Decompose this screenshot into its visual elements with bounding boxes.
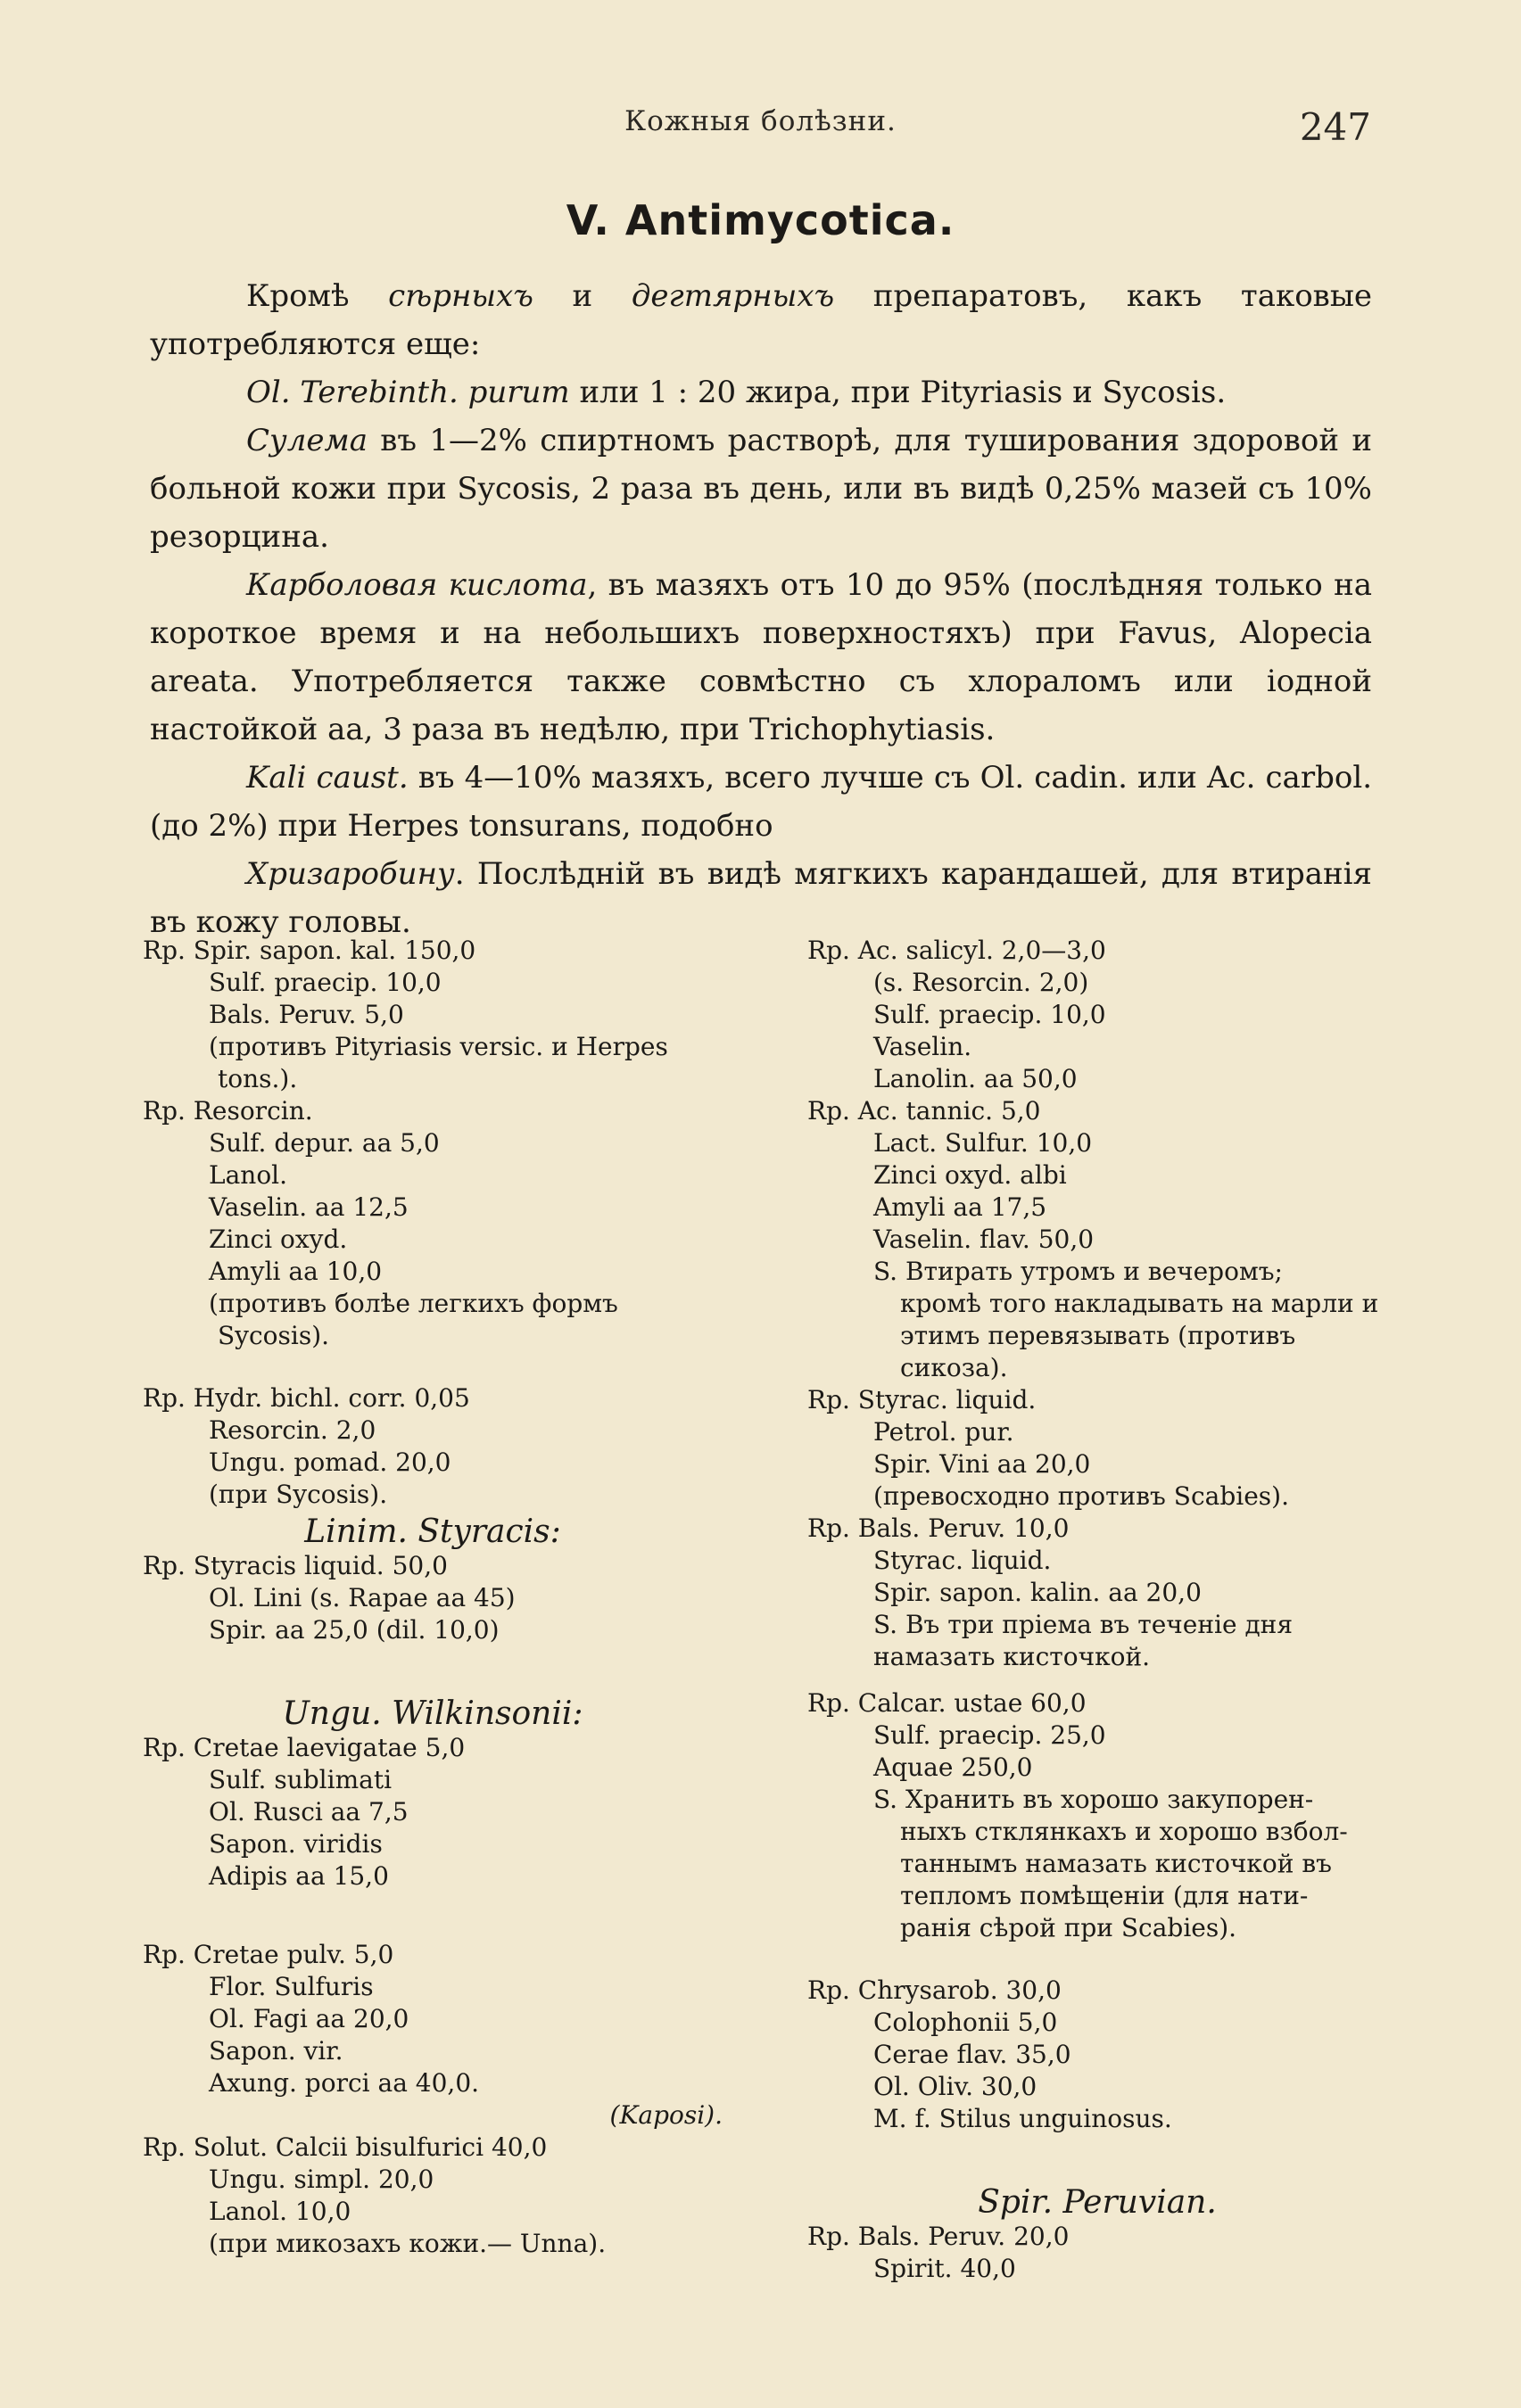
rx-signa: тепломъ помѣщеніи (для нати- [900, 1881, 1309, 1910]
rx-line: Sulf. depur. aa 5,0 [209, 1128, 440, 1158]
rx-line: Zinci oxyd. [209, 1225, 348, 1254]
rx-line: Amyli aa 17,5 [873, 1192, 1047, 1222]
rx-line: Bals. Peruv. 5,0 [209, 1000, 404, 1029]
prescription [143, 1732, 723, 1893]
prescription [143, 2132, 723, 2260]
prescription [807, 1513, 1387, 1673]
rx-line: Rp. Bals. Peruv. 20,0 [807, 2222, 1070, 2251]
rx-line: Rp. Resorcin. [143, 1096, 313, 1126]
rx-line: Rp. Bals. Peruv. 10,0 [807, 1513, 1070, 1543]
rx-note: (противъ Pityriasis versic. и Herpes [209, 1032, 668, 1061]
section-title: V. Antimycotica. [566, 196, 955, 244]
prescription [807, 2221, 1387, 2285]
rx-line: Rp. Cretae laevigatae 5,0 [143, 1733, 466, 1762]
spir-heading: Spir. Peruvian. [978, 2184, 1217, 2221]
rx-line: Spir. Vini aa 20,0 [873, 1449, 1091, 1479]
rx-signa: S. Въ три пріема въ теченіе дня [873, 1610, 1294, 1639]
rx-line: Ol. Rusci aa 7,5 [209, 1797, 409, 1827]
right-column [807, 935, 1387, 2285]
running-head: Кожныя болѣзни. [624, 105, 897, 137]
intro-text [150, 272, 1372, 946]
rx-line: Sulf. praecip. 10,0 [873, 1000, 1106, 1029]
rx-note: (при Sycosis). [209, 1480, 388, 1509]
linim-heading: Linim. Styracis: [304, 1513, 561, 1550]
intro-paragraph-5: Kali caust. въ 4—10% мазяхъ, всего лучше съ Ol. cadin. или Ac. carbol. (до 2%) при Herpes tonsurans, подобно [150, 760, 1372, 844]
prescription [143, 1939, 723, 2132]
rx-line: Axung. porci aa 40,0. [209, 2068, 480, 2098]
rx-signa: ранія сѣрой при Scabies). [900, 1913, 1237, 1942]
prescription [807, 1975, 1387, 2135]
rx-line: Colophonii 5,0 [873, 2008, 1058, 2037]
prescription [143, 1550, 723, 1646]
rx-line: Cerae flav. 35,0 [873, 2040, 1071, 2069]
rx-line: Rp. Calcar. ustae 60,0 [807, 1688, 1087, 1718]
intro-paragraph-3: Сулема въ 1—2% спиртномъ растворѣ, для туширования здоровой и больной кожи при Sycosis, 2 раза въ день, или въ видѣ 0,25% мазей съ 10% резорцина. [150, 423, 1372, 555]
rx-line: Vaselin. aa 12,5 [209, 1192, 409, 1222]
rx-note: (противъ болѣе легкихъ формъ [209, 1289, 618, 1318]
prescription [807, 935, 1387, 1095]
rx-line: Sapon. vir. [209, 2036, 343, 2066]
rx-line: Zinci oxyd. albi [873, 1160, 1067, 1190]
rx-line: (s. Resorcin. 2,0) [873, 968, 1089, 997]
rx-signa: S. Хранить въ хорошо закупорен- [873, 1785, 1314, 1814]
rx-line: Ol. Oliv. 30,0 [873, 2072, 1037, 2101]
rx-line: Lact. Sulfur. 10,0 [873, 1128, 1093, 1158]
prescription [807, 1384, 1387, 1513]
intro-paragraph-4: Карболовая кислота, въ мазяхъ отъ 10 до 95% (послѣдняя только на короткое время и на небольшихъ поверхностяхъ) при Favus, Alopecia areata. Употребляется также совмѣстно съ хлораломъ или іодной настойкой aa, 3 раза въ недѣлю, при Trichophytiasis. [150, 567, 1372, 747]
rx-line: Adipis aa 15,0 [209, 1861, 389, 1891]
rx-line: Rp. Chrysarob. 30,0 [807, 1975, 1062, 2005]
rx-line: Spir. aa 25,0 (dil. 10,0) [209, 1615, 500, 1645]
rx-line: Rp. Solut. Calcii bisulfurici 40,0 [143, 2132, 548, 2162]
rx-line: Ol. Fagi aa 20,0 [209, 2004, 409, 2033]
rx-note: Sycosis). [218, 1321, 330, 1350]
left-column [143, 935, 723, 2260]
prescription [143, 1095, 723, 1352]
rx-line: Sulf. sublimati [209, 1765, 393, 1794]
rx-line: Ol. Lini (s. Rapae aa 45) [209, 1583, 516, 1612]
rx-line: Ungu. simpl. 20,0 [209, 2165, 434, 2194]
prescription [143, 935, 723, 1095]
page-number: 247 [1299, 105, 1371, 149]
rx-line: Amyli aa 10,0 [209, 1257, 383, 1286]
prescription [807, 1687, 1387, 1944]
rx-signa: ныхъ стклянкахъ и хорошо взбол- [900, 1817, 1348, 1846]
rx-line: Ungu. pomad. 20,0 [209, 1447, 451, 1477]
rx-line: Sapon. viridis [209, 1829, 383, 1859]
intro-paragraph-2: Ol. Terebinth. purum или 1 : 20 жира, при Pityriasis и Sycosis. [246, 375, 1227, 410]
rx-note: (при микозахъ кожи.— Unna). [209, 2229, 607, 2258]
rx-line: Spirit. 40,0 [873, 2254, 1016, 2283]
rx-line: Lanolin. aa 50,0 [873, 1064, 1078, 1093]
rx-line: Rp. Cretae pulv. 5,0 [143, 1940, 394, 1969]
rx-line: Rp. Styrac. liquid. [807, 1385, 1037, 1414]
rx-signa: S. Втирать утромъ и вечеромъ; [873, 1257, 1283, 1286]
rx-line: Lanol. 10,0 [209, 2197, 351, 2226]
rx-line: Vaselin. [873, 1032, 972, 1061]
ungu-heading: Ungu. Wilkinsonii: [282, 1695, 583, 1732]
rx-line: Flor. Sulfuris [209, 1972, 374, 2001]
rx-line: Rp. Ac. tannic. 5,0 [807, 1096, 1041, 1126]
rx-line: M. f. Stilus unguinosus. [873, 2104, 1172, 2133]
rx-line: Rp. Hydr. bichl. corr. 0,05 [143, 1383, 470, 1413]
prescription [143, 1382, 723, 1511]
rx-signa: таннымъ намазать кисточкой въ [900, 1849, 1332, 1878]
rx-attribution: (Kaposi). [609, 2100, 723, 2130]
intro-paragraph-1: Кромѣ сѣрныхъ и дегтярныхъ препаратовъ, какъ таковые употребляются еще: [150, 278, 1373, 362]
rx-line: Sulf. praecip. 25,0 [873, 1720, 1106, 1750]
rx-note: (превосходно противъ Scabies). [873, 1481, 1289, 1511]
rx-line: Lanol. [209, 1160, 288, 1190]
rx-signa: кромѣ того накладывать на марли и этимъ перевязывать (противъ сикоза). [900, 1289, 1379, 1382]
rx-line: Vaselin. flav. 50,0 [873, 1225, 1095, 1254]
rx-line: Rp. Ac. salicyl. 2,0—3,0 [807, 936, 1106, 965]
rx-signa: намазать кисточкой. [873, 1642, 1151, 1671]
rx-line: Aquae 250,0 [873, 1752, 1033, 1782]
rx-line: Rp. Spir. sapon. kal. 150,0 [143, 936, 476, 965]
rx-line: Styrac. liquid. [873, 1546, 1052, 1575]
rx-line: Spir. sapon. kalin. aa 20,0 [873, 1578, 1202, 1607]
rx-line: Sulf. praecip. 10,0 [209, 968, 442, 997]
rx-line: Resorcin. 2,0 [209, 1415, 376, 1445]
intro-paragraph-6: Хризаробину. Послѣдній въ видѣ мягкихъ карандашей, для втиранія въ кожу головы. [150, 856, 1372, 940]
rx-line: Petrol. pur. [873, 1417, 1014, 1447]
prescription [807, 1095, 1387, 1384]
rx-line: Rp. Styracis liquid. 50,0 [143, 1551, 448, 1580]
rx-note: tons.). [218, 1064, 298, 1093]
